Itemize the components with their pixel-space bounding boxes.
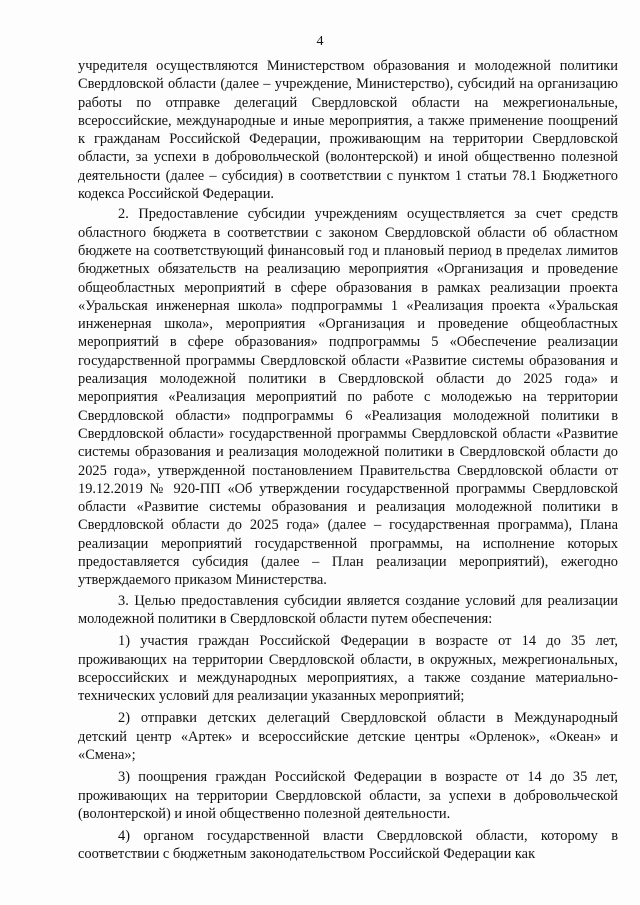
paragraph-founder-continuation: учредителя осуществляются Министерством образования и молодежной политики Свердловской области (далее – учреждение, Министерство), субсидий на организацию работы по отправке делегаций Свердловской области на межрегиональные, всероссийские, международные и иные мероприятия, а также применение поощрений к гражданам Российской Федерации, проживающим на территории Свердловской области, за успехи в добровольческой (волонтерской) и иной общественно полезной деятельности (далее – субсидия) в соответствии с пунктом 1 статьи 78.1 Бюджетного кодекса Российской Федерации. bbox=[78, 58, 618, 203]
page-number: 4 bbox=[316, 34, 324, 49]
list-item-2-children-delegations: 2) отправки детских делегаций Свердловской области в Международный детский центр «Артек» и всероссийские детские центры «Орленок», «Океан» и «Смена»; bbox=[78, 710, 618, 763]
paragraph-2-subsidy-provision: 2. Предоставление субсидии учреждениям осуществляется за счет средств областного бюджета в соответствии с законом Свердловской области об областном бюджете на соответствующий финансовый год и плановый период в пределах лимитов бюджетных обязательств на реализацию мероприятия «Организация и проведение общеобластных мероприятий в сфере образования в рамках реализации проекта «Уральская инженерная школа» подпрограммы 1 «Реализация проекта «Уральская инженерная школа», мероприятия «Организация и проведение общеобластных мероприятий в сфере образования» подпрограммы 5 «Обеспечение реализации государственной программы Свердловской области «Развитие системы образования и реализация молодежной политики в Свердловской области до 2025 года» и мероприятия «Реализация мероприятий по работе с молодежью на территории Свердловской области» подпрограммы 6 «Реализация молодежной политики в Свердловской области» государственной программы Свердловской области «Развитие системы образования и реализация молодежной политики в Свердловской области до 2025 года», утвержденной постановлением Правительства Свердловской области от 19.12.2019 № 920-ПП «Об утверждении государственной программы Свердловской области «Развитие системы образования и реализация молодежной политики в Свердловской области до 2025 года» (далее – государственная программа), Плана реализации мероприятий государственной программы, на исполнение которых предоставляется субсидия (далее – План реализации мероприятий), ежегодно утверждаемого приказом Министерства. bbox=[78, 206, 618, 589]
document-body bbox=[78, 57, 618, 864]
paragraph-3-subsidy-purpose: 3. Целью предоставления субсидии является создание условий для реализации молодежной политики в Свердловской области путем обеспечения: bbox=[78, 592, 618, 627]
list-item-4-state-authority: 4) органом государственной власти Свердловской области, которому в соответствии с бюджетным законодательством Российской Федерации как bbox=[78, 828, 618, 863]
list-item-1-participation: 1) участия граждан Российской Федерации в возрасте от 14 до 35 лет, проживающих на территории Свердловской области, в окружных, межрегиональных, всероссийских и международных мероприятиях, а также создание материально-технических условий для реализации указанных мероприятий; bbox=[78, 633, 618, 705]
list-item-3-encouragement: 3) поощрения граждан Российской Федерации в возрасте от 14 до 35 лет, проживающих на территории Свердловской области, за успехи в добровольческой (волонтерской) и иной общественно полезной деятельности. bbox=[78, 769, 618, 822]
